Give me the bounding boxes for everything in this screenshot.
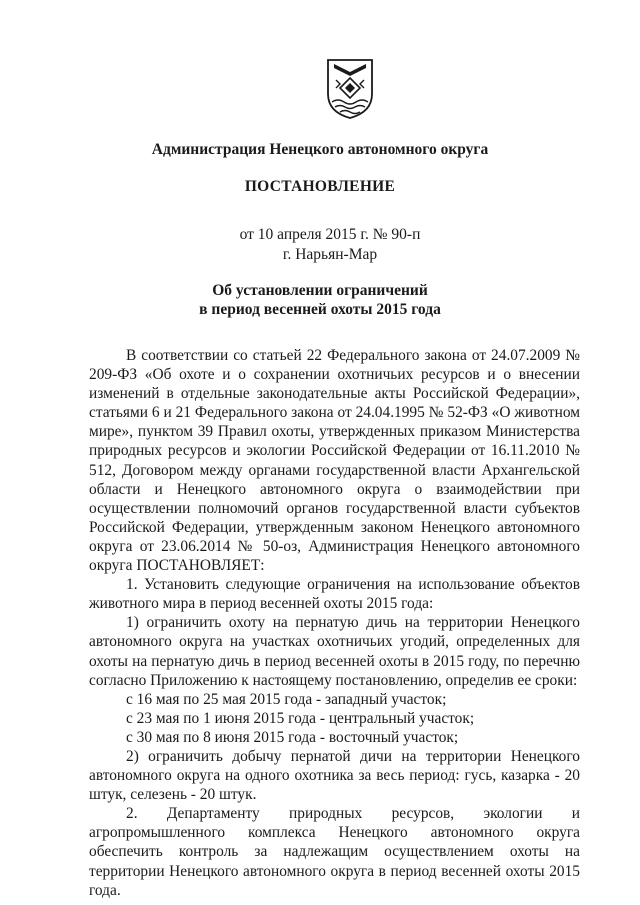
period-west: с 16 мая по 25 мая 2015 года - западный участок; [126,690,447,708]
item-1-subitem-1: 1) ограничить охоту на пернатую дичь на территории Ненецкого автономного округа на участках охотничьих угодий, определенных для охоты на пернатую дичь в период весенней охоты в 2015 году, по перечню согласно Приложению к настоящему постановлению, определив ее сроки: [89,614,580,689]
item-1: 1. Установить следующие ограничения на использование объектов животного мира в период весенней охоты 2015 года: [89,576,580,613]
document-place: г. Нарьян-Мар [282,246,378,263]
document-body [89,346,580,900]
preamble-paragraph: В соответствии со статьей 22 Федерального закона от 24.07.2009 № 209-ФЗ «Об охоте и о сохранении охотничьих ресурсов и о внесении изменений в отдельные законодательные акты Российской Федерации», статьями 6 и 21 Федерального закона от 24.04.1995 № 52-ФЗ «О животном мире», пунктом 39 Правил охоты, утвержденных приказом Министерства природных ресурсов и экологии Российской Федерации от 16.11.2010 № 512, Договором между органами государственной власти Архангельской области и Ненецкого автономного округа о взаимодействии при осуществлении полномочий органов государственной власти субъектов Российской Федерации, утвержденным законом Ненецкого автономного округа от 23.06.2014 № 50-оз, Администрация Ненецкого автономного округа ПОСТАНОВЛЯЕТ: [89,347,580,575]
item-2: 2. Департаменту природных ресурсов, экологии и агропромышленного комплекса Ненецкого автономного округа обеспечить контроль за надлежащим осуществлением охоты на территории Ненецкого автономного округа в период весенней охоты 2015 года. [89,805,580,899]
organization-name: Администрация Ненецкого автономного округа [151,141,489,158]
period-east: с 30 мая по 8 июня 2015 года - восточный участок; [126,728,459,746]
coat-of-arms-icon [326,58,374,120]
item-1-subitem-2: 2) ограничить добычу пернатой дичи на территории Ненецкого автономного округа на одного охотника за весь период: гусь, казарка - 20 штук, селезень - 20 штук. [89,747,580,804]
document-title-line-2: в период весенней охоты 2015 года [199,301,441,318]
period-central: с 23 мая по 1 июня 2015 года - центральный участок; [126,709,475,727]
document-type: ПОСТАНОВЛЕНИЕ [244,178,396,195]
document-date-number: от 10 апреля 2015 г. № 90-п [239,226,421,243]
document-title-line-1: Об установлении ограничений [212,282,428,299]
